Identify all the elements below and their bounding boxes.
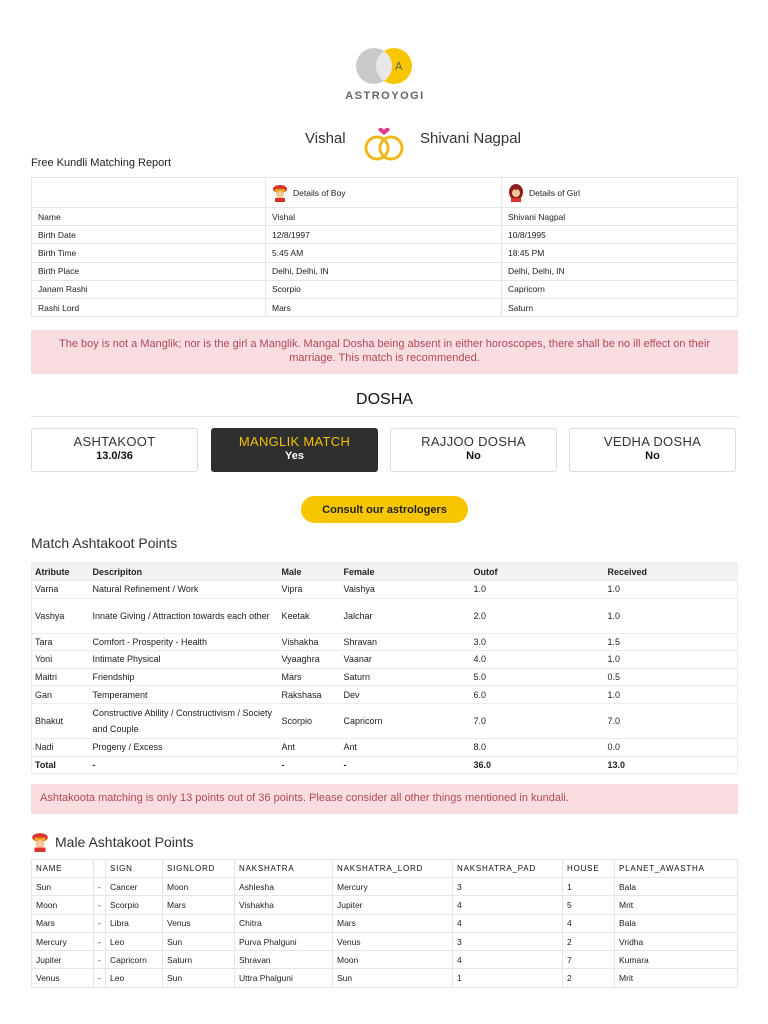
logo-text: ASTROYOGI bbox=[345, 90, 425, 102]
col-header: NAKSHATRA_PAD bbox=[453, 860, 563, 878]
cell: Mars bbox=[333, 914, 453, 932]
cell: - bbox=[90, 756, 279, 774]
cell: 1 bbox=[453, 969, 563, 987]
table-row bbox=[32, 969, 738, 987]
cell: - bbox=[94, 951, 106, 969]
col-header: Female bbox=[341, 563, 471, 581]
col-header: NAME bbox=[32, 860, 94, 878]
total-row bbox=[32, 756, 738, 774]
cell: 0.0 bbox=[605, 738, 738, 756]
details-row bbox=[32, 262, 738, 280]
cell: - bbox=[94, 896, 106, 914]
cell: Bala bbox=[615, 914, 738, 932]
cell: Shravan bbox=[235, 951, 333, 969]
ashtakoot-alert: Ashtakoota matching is only 13 points out of 36 points. Please consider all other things mentioned in kundali. bbox=[31, 784, 738, 814]
detail-girl: Saturn bbox=[502, 298, 738, 316]
detail-label: Birth Time bbox=[32, 244, 266, 262]
cell: Tara bbox=[32, 633, 90, 651]
table-row bbox=[32, 896, 738, 914]
ashtakoot-table bbox=[31, 562, 738, 774]
cell: - bbox=[279, 756, 341, 774]
cell: Varna bbox=[32, 581, 90, 599]
table-row bbox=[32, 651, 738, 669]
consult-astrologers-button[interactable]: Consult our astrologers bbox=[301, 496, 468, 523]
cell: Yoni bbox=[32, 651, 90, 669]
cell: Jalchar bbox=[341, 598, 471, 633]
cell: Jupiter bbox=[333, 896, 453, 914]
detail-girl: Shivani Nagpal bbox=[502, 208, 738, 226]
details-row bbox=[32, 208, 738, 226]
dosha-card-value: Yes bbox=[285, 450, 304, 462]
detail-boy: Delhi, Delhi, IN bbox=[266, 262, 502, 280]
cell: Ashlesha bbox=[235, 878, 333, 896]
cell: Leo bbox=[106, 932, 163, 950]
cell: 2.0 bbox=[471, 598, 605, 633]
cell: 0.5 bbox=[605, 668, 738, 686]
table-row bbox=[32, 703, 738, 738]
cell: 1.0 bbox=[605, 581, 738, 599]
cell: Temperament bbox=[90, 686, 279, 704]
cell: Cancer bbox=[106, 878, 163, 896]
details-row bbox=[32, 298, 738, 316]
cell: Innate Giving / Attraction towards each other bbox=[90, 598, 279, 633]
cell: 3 bbox=[453, 932, 563, 950]
cell: 4 bbox=[453, 914, 563, 932]
table-row bbox=[32, 932, 738, 950]
dosha-card-ashtakoot[interactable] bbox=[31, 428, 198, 472]
table-row bbox=[32, 951, 738, 969]
cell: Rakshasa bbox=[279, 686, 341, 704]
cell: 2 bbox=[563, 969, 615, 987]
cell: Dev bbox=[341, 686, 471, 704]
cell: 6.0 bbox=[471, 686, 605, 704]
boy-avatar-icon bbox=[31, 832, 49, 852]
details-header-row bbox=[32, 178, 738, 208]
male-points-title-text: Male Ashtakoot Points bbox=[55, 834, 194, 850]
cell: 7.0 bbox=[471, 703, 605, 738]
cell: Total bbox=[32, 756, 90, 774]
cell: 4 bbox=[563, 914, 615, 932]
dosha-title: DOSHA bbox=[356, 391, 413, 408]
cell: Chitra bbox=[235, 914, 333, 932]
detail-label: Janam Rashi bbox=[32, 280, 266, 298]
boy-name: Vishal bbox=[305, 130, 346, 147]
wedding-rings-icon bbox=[360, 120, 408, 162]
girl-avatar-icon bbox=[508, 184, 524, 202]
detail-girl: 10/8/1995 bbox=[502, 226, 738, 244]
girl-header-label: Details of Girl bbox=[529, 187, 581, 198]
table-row bbox=[32, 738, 738, 756]
details-row bbox=[32, 226, 738, 244]
cell: Ant bbox=[279, 738, 341, 756]
cell: Capricorn bbox=[106, 951, 163, 969]
table-row bbox=[32, 598, 738, 633]
cell: 7.0 bbox=[605, 703, 738, 738]
dosha-card-value: No bbox=[645, 450, 660, 462]
svg-text:A: A bbox=[395, 60, 403, 73]
cell: Mars bbox=[163, 896, 235, 914]
col-header: Received bbox=[605, 563, 738, 581]
cell: - bbox=[94, 914, 106, 932]
cell: Vaishya bbox=[341, 581, 471, 599]
col-header bbox=[94, 860, 106, 878]
detail-girl: 18:45 PM bbox=[502, 244, 738, 262]
cell: Mars bbox=[279, 668, 341, 686]
detail-label: Birth Date bbox=[32, 226, 266, 244]
cell: Vyaaghra bbox=[279, 651, 341, 669]
detail-boy: 5:45 AM bbox=[266, 244, 502, 262]
cell: 4 bbox=[453, 951, 563, 969]
cell: Sun bbox=[333, 969, 453, 987]
dosha-card-title: ASHTAKOOT bbox=[73, 434, 156, 449]
detail-girl: Delhi, Delhi, IN bbox=[502, 262, 738, 280]
cell: 5 bbox=[563, 896, 615, 914]
cell: Capricorn bbox=[341, 703, 471, 738]
cell: Keetak bbox=[279, 598, 341, 633]
cell: 3 bbox=[453, 878, 563, 896]
cell: Venus bbox=[32, 969, 94, 987]
cell: Vipra bbox=[279, 581, 341, 599]
cell: Saturn bbox=[163, 951, 235, 969]
dosha-card-rajjoo[interactable] bbox=[390, 428, 557, 472]
cell: - bbox=[94, 878, 106, 896]
cell: Maitri bbox=[32, 668, 90, 686]
cell: 13.0 bbox=[605, 756, 738, 774]
cell: Ant bbox=[341, 738, 471, 756]
detail-boy: Scorpio bbox=[266, 280, 502, 298]
cell: Sun bbox=[32, 878, 94, 896]
details-row bbox=[32, 280, 738, 298]
astroyogi-logo[interactable] bbox=[344, 44, 426, 102]
details-header-empty bbox=[32, 178, 266, 208]
cell: Jupiter bbox=[32, 951, 94, 969]
couple-header bbox=[0, 118, 768, 162]
cell: 1.0 bbox=[605, 686, 738, 704]
cell: Comfort - Prosperity - Health bbox=[90, 633, 279, 651]
col-header: HOUSE bbox=[563, 860, 615, 878]
cell: 1.0 bbox=[605, 651, 738, 669]
birth-details-table bbox=[31, 177, 738, 317]
dosha-divider bbox=[31, 416, 738, 417]
cell: 4.0 bbox=[471, 651, 605, 669]
boy-header-label: Details of Boy bbox=[293, 187, 346, 198]
cell: Progeny / Excess bbox=[90, 738, 279, 756]
cell: Mars bbox=[32, 914, 94, 932]
cell: Bhakut bbox=[32, 703, 90, 738]
table-row bbox=[32, 914, 738, 932]
cell: - bbox=[94, 969, 106, 987]
report-title: Free Kundli Matching Report bbox=[31, 157, 172, 169]
cell: Natural Refinement / Work bbox=[90, 581, 279, 599]
cell: 4 bbox=[453, 896, 563, 914]
col-header: NAKSHATRA bbox=[235, 860, 333, 878]
cell: Moon bbox=[333, 951, 453, 969]
dosha-card-title: VEDHA DOSHA bbox=[603, 434, 702, 449]
cell: Uttra Phalguni bbox=[235, 969, 333, 987]
col-header: NAKSHATRA_LORD bbox=[333, 860, 453, 878]
cell: Venus bbox=[333, 932, 453, 950]
dosha-card-vedha[interactable] bbox=[569, 428, 736, 472]
cell: 1.0 bbox=[471, 581, 605, 599]
cell: 1.0 bbox=[605, 598, 738, 633]
col-header: Male bbox=[279, 563, 341, 581]
dosha-card-title: MANGLIK MATCH bbox=[238, 434, 351, 449]
logo-rings-icon bbox=[354, 44, 416, 88]
table-row bbox=[32, 686, 738, 704]
dosha-card-manglik[interactable] bbox=[211, 428, 378, 472]
ashtakoot-header-row bbox=[32, 563, 738, 581]
col-header: Atribute bbox=[32, 563, 90, 581]
cell: Vridha bbox=[615, 932, 738, 950]
cell: 36.0 bbox=[471, 756, 605, 774]
details-header-girl bbox=[502, 178, 738, 208]
boy-avatar-icon bbox=[272, 184, 288, 202]
cell: Intimate Physical bbox=[90, 651, 279, 669]
cell: 2 bbox=[563, 932, 615, 950]
cell: Mrit bbox=[615, 969, 738, 987]
cell: Venus bbox=[163, 914, 235, 932]
dosha-card-value: No bbox=[466, 450, 481, 462]
cell: Scorpio bbox=[106, 896, 163, 914]
col-header: Outof bbox=[471, 563, 605, 581]
detail-boy: Mars bbox=[266, 298, 502, 316]
col-header: PLANET_AWASTHA bbox=[615, 860, 738, 878]
table-row bbox=[32, 878, 738, 896]
cell: Kumara bbox=[615, 951, 738, 969]
cell: Sun bbox=[163, 969, 235, 987]
ashtakoot-section-title: Match Ashtakoot Points bbox=[31, 535, 178, 551]
cell: Moon bbox=[32, 896, 94, 914]
col-header: Descripiton bbox=[90, 563, 279, 581]
cell: Scorpio bbox=[279, 703, 341, 738]
table-row bbox=[32, 633, 738, 651]
cell: Mercury bbox=[333, 878, 453, 896]
manglik-alert: The boy is not a Manglik; nor is the girl a Manglik. Mangal Dosha being absent in either horoscopes, there shall be no ill effect on their marriage. This match is recommended. bbox=[31, 330, 738, 374]
male-planets-table bbox=[31, 859, 738, 988]
detail-label: Birth Place bbox=[32, 262, 266, 280]
dosha-card-value: 13.0/36 bbox=[96, 450, 133, 462]
cell: Moon bbox=[163, 878, 235, 896]
cell: Purva Phalguni bbox=[235, 932, 333, 950]
table-row bbox=[32, 581, 738, 599]
planets-header-row bbox=[32, 860, 738, 878]
cell: Bala bbox=[615, 878, 738, 896]
detail-boy: 12/8/1997 bbox=[266, 226, 502, 244]
cell: Gan bbox=[32, 686, 90, 704]
cell: Constructive Ability / Constructivism / Society and Couple bbox=[90, 703, 279, 738]
cell: Shravan bbox=[341, 633, 471, 651]
cell: Mercury bbox=[32, 932, 94, 950]
cell: 1 bbox=[563, 878, 615, 896]
cell: - bbox=[341, 756, 471, 774]
details-header-boy bbox=[266, 178, 502, 208]
detail-boy: Vishal bbox=[266, 208, 502, 226]
table-row bbox=[32, 668, 738, 686]
detail-girl: Capricorn bbox=[502, 280, 738, 298]
cell: 1.5 bbox=[605, 633, 738, 651]
cell: Sun bbox=[163, 932, 235, 950]
col-header: SIGNLORD bbox=[163, 860, 235, 878]
male-points-title bbox=[31, 832, 194, 852]
cell: Nadi bbox=[32, 738, 90, 756]
girl-name: Shivani Nagpal bbox=[420, 130, 521, 147]
cell: Vishakha bbox=[279, 633, 341, 651]
cell: Libra bbox=[106, 914, 163, 932]
cell: Vishakha bbox=[235, 896, 333, 914]
details-row bbox=[32, 244, 738, 262]
cell: 8.0 bbox=[471, 738, 605, 756]
cell: 5.0 bbox=[471, 668, 605, 686]
detail-label: Name bbox=[32, 208, 266, 226]
col-header: SIGN bbox=[106, 860, 163, 878]
cell: Vashya bbox=[32, 598, 90, 633]
cell: Vaanar bbox=[341, 651, 471, 669]
dosha-card-title: RAJJOO DOSHA bbox=[421, 434, 526, 449]
cell: Friendship bbox=[90, 668, 279, 686]
cell: Leo bbox=[106, 969, 163, 987]
cell: Mrit bbox=[615, 896, 738, 914]
cell: Saturn bbox=[341, 668, 471, 686]
detail-label: Rashi Lord bbox=[32, 298, 266, 316]
cell: 3.0 bbox=[471, 633, 605, 651]
cell: - bbox=[94, 932, 106, 950]
cell: 7 bbox=[563, 951, 615, 969]
